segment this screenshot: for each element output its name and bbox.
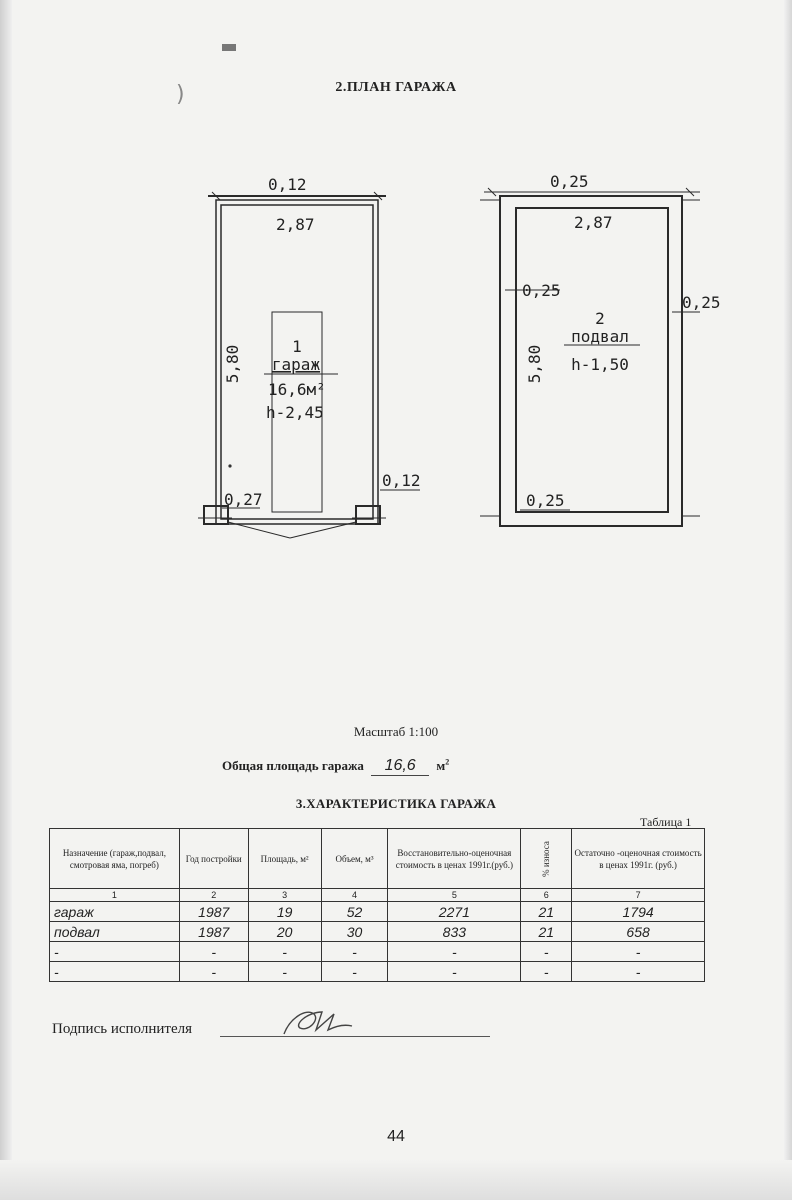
table-cell: - (179, 942, 248, 962)
basement-left-wall-dim: 0,25 (522, 281, 561, 300)
table-cell: - (179, 962, 248, 982)
table-cell: 1794 (572, 902, 705, 922)
table-header-row (50, 829, 705, 889)
table-cell: - (572, 962, 705, 982)
page-number: 44 (387, 1128, 405, 1145)
scan-artifact: ) (176, 82, 185, 107)
table-cell: - (321, 942, 388, 962)
table-cell: - (321, 962, 388, 982)
garage-room-number: 1 (292, 337, 302, 356)
header-year: Год постройки (179, 829, 248, 889)
garage-room-name: гараж (271, 355, 321, 374)
table-cell: 658 (572, 922, 705, 942)
column-number: 4 (321, 889, 388, 902)
table-row (50, 962, 705, 982)
garage-length-dim: 5,80 (223, 344, 242, 384)
signature-mark (278, 1000, 358, 1044)
total-area (222, 757, 449, 776)
basement-right-wall-dim: 0,25 (682, 293, 721, 312)
total-area-unit: м (436, 758, 446, 773)
basement-bottom-wall-dim: 0,25 (526, 491, 565, 510)
basement-top-wall-dim: 0,25 (550, 172, 589, 191)
column-number: 7 (572, 889, 705, 902)
table-cell: - (388, 962, 521, 982)
header-replacement-cost: Восстановительно-оценочная стоимость в ценах 1991г.(руб.) (388, 829, 521, 889)
total-area-value: 16,6 (371, 757, 429, 776)
table-cell: - (521, 962, 572, 982)
scale-text: Масштаб 1:100 (353, 724, 439, 739)
section-2-title: 2.ПЛАН ГАРАЖА (335, 80, 457, 95)
table-row (50, 942, 705, 962)
header-residual-cost: Остаточно -оценочная стоимость в ценах 1991г. (руб.) (572, 829, 705, 889)
table-cell: - (50, 962, 180, 982)
section-3-title: 3.ХАРАКТЕРИСТИКА ГАРАЖА (295, 796, 497, 811)
garage-room-area: 16,6м² (268, 380, 326, 399)
table-cell: - (572, 942, 705, 962)
header-wear (521, 829, 572, 889)
table-cell: гараж (50, 902, 180, 922)
table-cell: 30 (321, 922, 388, 942)
header-purpose: Назначение (гараж,подвал, смотровая яма, погреб) (50, 829, 180, 889)
table-caption: Таблица 1 (640, 815, 692, 829)
column-number: 6 (521, 889, 572, 902)
column-number: 3 (248, 889, 321, 902)
garage-width-dim: 2,87 (276, 215, 315, 234)
table-cell: 21 (521, 922, 572, 942)
garage-floor-plan (0, 0, 792, 560)
column-number: 1 (50, 889, 180, 902)
column-number: 5 (388, 889, 521, 902)
basement-width-dim: 2,87 (574, 213, 613, 232)
basement-room-number: 2 (595, 309, 605, 328)
garage-top-wall-dim: 0,12 (268, 175, 307, 194)
table-cell: - (50, 942, 180, 962)
header-volume: Объем, м³ (321, 829, 388, 889)
table-cell: 20 (248, 922, 321, 942)
table-row (50, 902, 705, 922)
scan-bottom-edge (0, 1160, 792, 1200)
table-cell: 1987 (179, 902, 248, 922)
basement-length-dim: 5,80 (525, 344, 544, 384)
table-cell: 19 (248, 902, 321, 922)
signature-label: Подпись исполнителя (52, 1021, 192, 1037)
total-area-label: Общая площадь гаража (222, 758, 364, 773)
scan-speck (228, 464, 231, 467)
table-cell: - (521, 942, 572, 962)
header-area: Площадь, м² (248, 829, 321, 889)
header-wear-text: % износа (541, 840, 552, 877)
garage-left-wall-dim: 0,27 (224, 490, 263, 509)
table-cell: 833 (388, 922, 521, 942)
basement-room-name: подвал (571, 327, 629, 346)
garage-characteristics-table (49, 828, 705, 982)
table-number-row (50, 889, 705, 902)
table-cell: 21 (521, 902, 572, 922)
table-row (50, 922, 705, 942)
table-cell: 1987 (179, 922, 248, 942)
table-cell: - (248, 942, 321, 962)
table-cell: подвал (50, 922, 180, 942)
column-number: 2 (179, 889, 248, 902)
basement-room-height: h-1,50 (571, 355, 629, 374)
table-cell: - (388, 942, 521, 962)
total-area-unit-sup: 2 (445, 757, 450, 767)
table-cell: - (248, 962, 321, 982)
table-cell: 52 (321, 902, 388, 922)
garage-room-height: h-2,45 (266, 403, 324, 422)
table-cell: 2271 (388, 902, 521, 922)
garage-right-wall-dim: 0,12 (382, 471, 421, 490)
